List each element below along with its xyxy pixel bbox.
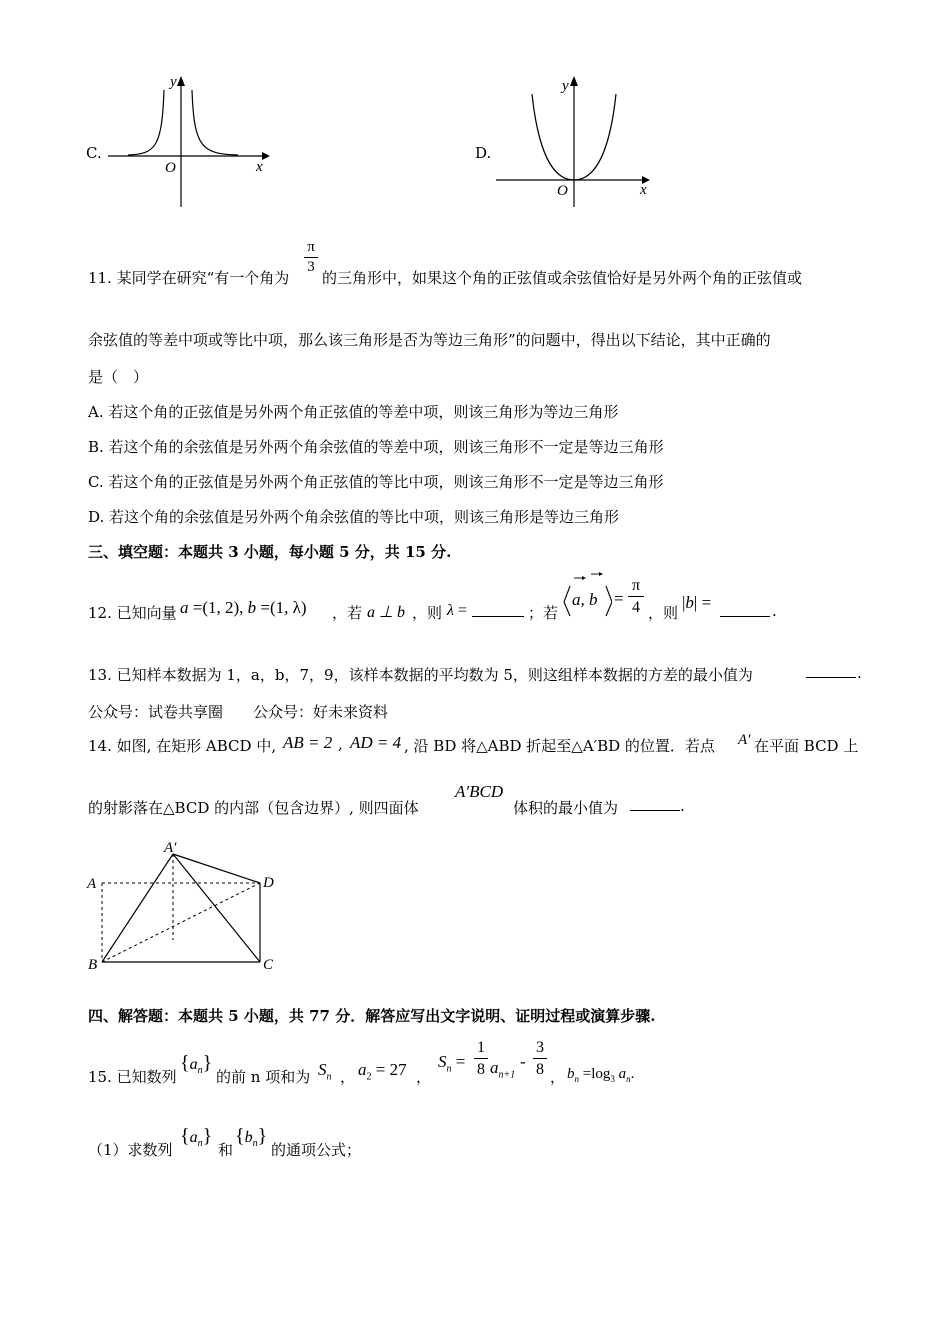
q14-end: . (680, 797, 685, 815)
q15-sn: $S_n$ (318, 1060, 332, 1083)
section-3-heading: 三、填空题：本题共 3 小题，每小题 5 分，共 15 分. (88, 543, 452, 561)
q14-blank[interactable] (630, 810, 680, 811)
q13-blank[interactable] (806, 677, 856, 678)
q14-ad: AD = 4 (350, 733, 402, 752)
q15-sn2: $S_n$ = (438, 1052, 466, 1075)
q14-line2-post: 体积的最小值为 (513, 799, 619, 817)
option-c-label: C. (86, 144, 102, 162)
q14-line2: 的射影落在△BCD 的内部（包含边界）, 则四面体 (88, 799, 419, 817)
q12-blank-2[interactable] (720, 616, 770, 617)
q11-option-c: C. 若这个角的正弦值是另外两个角正弦值的等比中项，则该三角形不一定是等边三角形 (88, 473, 664, 491)
q11-text-line2: 余弦值的等差中项或等比中项，那么该三角形是否为等边三角形”的问题中，得出以下结论，其中正确的 (88, 331, 771, 349)
q15-a2: $a_2 = 27$ (358, 1060, 407, 1083)
q15-comma: ， (340, 1068, 356, 1086)
q15-comma2: ， (416, 1068, 432, 1086)
q13-text: 13. 已知样本数据为 1，a，b，7，9，该样本数据的平均数为 5，则这组样本数据的方差的最小值为 (88, 666, 753, 684)
q15-frac-3-8: 3 8 (533, 1040, 547, 1078)
q11-option-d: D. 若这个角的余弦值是另外两个角余弦值的等比中项，则该三角形是等边三角形 (88, 508, 620, 526)
q12-then: ，则 (412, 604, 443, 622)
q12-end: . (772, 602, 777, 620)
section-4-heading: 四、解答题：本题共 5 小题，共 77 分．解答应写出文字说明、证明过程或演算步骤. (88, 1007, 656, 1025)
label-a: A (87, 876, 97, 892)
q12-angle-eq: = (614, 589, 624, 608)
origin-label: O (557, 183, 568, 199)
q12-norm-b: |b| = (682, 593, 712, 612)
q11-pi-fraction: π 3 (304, 240, 318, 275)
q12-pre: 12. 已知向量 (88, 604, 177, 622)
q15-frac-1-8: 1 8 (474, 1040, 488, 1078)
q14-ab: AB = 2 (283, 733, 333, 752)
q11-text-line3: 是（ ） (88, 368, 149, 386)
option-d-label: D. (475, 144, 492, 162)
axis-x-label: x (256, 159, 263, 175)
origin-label: O (165, 160, 176, 176)
q15-seq-an: $\{a_n\}$ (180, 1052, 213, 1077)
q12-blank-1[interactable] (472, 616, 524, 617)
axis-y-label: y (170, 74, 177, 90)
q12-lambda: λ (447, 602, 454, 619)
axis-x-label: x (640, 182, 647, 198)
q11-option-b: B. 若这个角的余弦值是另外两个角余弦值的等差中项，则该三角形不一定是等边三角形 (88, 438, 664, 456)
q14-line1: 14. 如图, 在矩形 ABCD 中, (88, 737, 277, 755)
q14-comma: , (338, 735, 343, 753)
q15-part1-pre: （1）求数列 (88, 1141, 173, 1159)
q14-aprime: A′ (738, 732, 751, 748)
q15-bn-def: $b_n =\log_3$ $a_n$. (567, 1066, 635, 1084)
q14-figure (84, 836, 284, 976)
q12-pi-over-4: π 4 (628, 578, 644, 616)
q12-then2: ，则 (648, 604, 679, 622)
q15-pre: 15. 已知数列 (88, 1068, 177, 1086)
graph-option-d (490, 70, 660, 215)
promo-text: 公众号：试卷共享圈 公众号：好未来资料 (88, 703, 389, 721)
q15-part1-post: 的通项公式； (271, 1141, 362, 1159)
q15-comma3: ， (550, 1068, 566, 1086)
q15-an-plus-1: $a_{n+1}$ (490, 1058, 516, 1081)
q13-end: . (857, 664, 862, 682)
label-a-prime: A′ (164, 840, 177, 856)
q12-perp: a ⊥ b (367, 604, 405, 621)
q15-minus: - (520, 1052, 526, 1071)
q12-angle-inner: a, b (572, 590, 598, 609)
axis-y-label: y (562, 78, 569, 94)
label-b: B (88, 957, 98, 973)
q12-if2: ；若 (528, 604, 559, 622)
q12-if: ，若 (332, 604, 363, 622)
q15-mid1: 的前 n 项和为 (216, 1068, 311, 1086)
q14-tetra: A′BCD (455, 782, 504, 801)
q11-text-pre: 11. 某同学在研究“有一个角为 (88, 269, 290, 287)
q11-text-line1: 的三角形中，如果这个角的正弦值或余弦值恰好是另外两个角的正弦值或 (322, 269, 803, 287)
graph-option-c (100, 70, 280, 215)
q14-line1-end: 在平面 BCD 上 (754, 737, 859, 755)
q12-lambda-eq: = (458, 602, 468, 619)
q14-line1-rest: , 沿 BD 将△ABD 折起至△A′BD 的位置．若点 (404, 737, 715, 755)
q11-option-a: A. 若这个角的正弦值是另外两个角正弦值的等差中项，则该三角形为等边三角形 (88, 403, 619, 421)
q12-vectors: a =(1, 2), b =(1, λ) (180, 598, 307, 617)
label-d: D (263, 875, 274, 891)
q15-part1-bn: $\{b_n\}$ (235, 1125, 268, 1150)
label-c: C (263, 957, 274, 973)
q15-part1-an: $\{a_n\}$ (180, 1125, 213, 1150)
q15-part1-and: 和 (218, 1141, 234, 1159)
